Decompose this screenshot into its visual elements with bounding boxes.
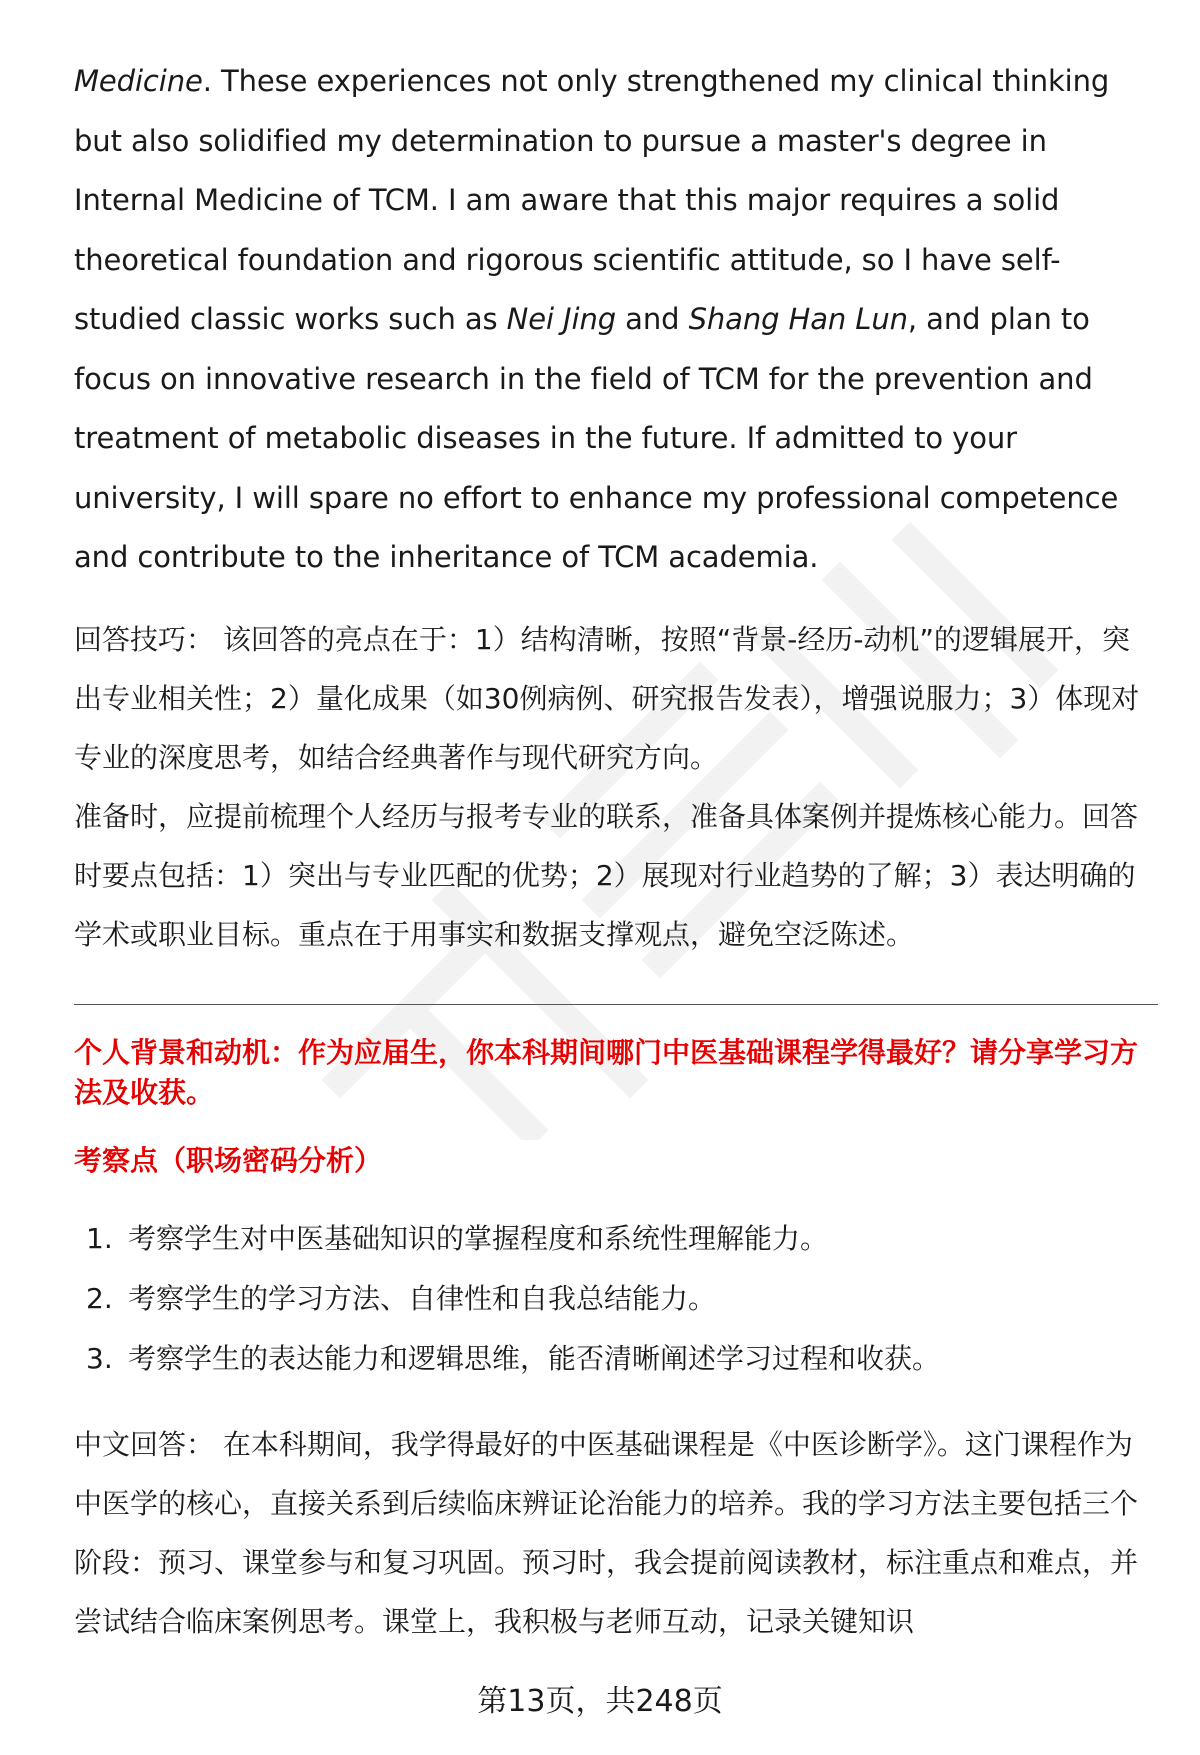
list-text: 考察学生的表达能力和逻辑思维，能否清晰阐述学习过程和收获。 bbox=[128, 1341, 941, 1375]
italic-medicine: Medicine bbox=[74, 64, 203, 98]
english-text-2: and bbox=[616, 302, 689, 336]
list-number: 3. bbox=[86, 1341, 113, 1375]
answer-tips-paragraph: 回答技巧： 该回答的亮点在于：1）结构清晰，按照“背景-经历-动机”的逻辑展开，突出专业相关性；2）量化成果（如30例病例、研究报告发表），增强说服力；3）体现对专业的深度思考，如结合经典著作与现代研究方向。 bbox=[74, 622, 1140, 774]
question-title: 个人背景和动机：作为应届生，你本科期间哪门中医基础课程学得最好？请分享学习方法及收获。 bbox=[74, 1035, 1139, 1109]
list-item bbox=[74, 1329, 1154, 1389]
english-text-3: , and plan to focus on innovative research in the field of TCM for the prevention and treatment of metabolic diseases in the future. If admitted to your university, I will spare no effort to enhance my professional competence and contribute to the inheritance of TCM academia. bbox=[74, 302, 1119, 574]
page-content bbox=[74, 52, 1154, 1651]
assessment-points-heading: 考察点（职场密码分析） bbox=[74, 1143, 383, 1177]
page-number-footer: 第13页，共248页 bbox=[477, 1684, 723, 1719]
list-text: 考察学生的学习方法、自律性和自我总结能力。 bbox=[128, 1281, 717, 1315]
list-number: 1. bbox=[86, 1221, 113, 1255]
english-answer-continuation bbox=[74, 52, 1154, 588]
assessment-points-list bbox=[74, 1209, 1154, 1389]
preparation-paragraph: 准备时，应提前梳理个人经历与报考专业的联系，准备具体案例并提炼核心能力。回答时要点包括：1）突出与专业匹配的优势；2）展现对行业趋势的了解；3）表达明确的学术或职业目标。重点在于用事实和数据支撑观点，避免空泛陈述。 bbox=[74, 799, 1139, 951]
list-item bbox=[74, 1209, 1154, 1269]
chinese-answer: 中文回答： 在本科期间，我学得最好的中医基础课程是《中医诊断学》。这门课程作为中医学的核心，直接关系到后续临床辨证论治能力的培养。我的学习方法主要包括三个阶段：预习、课堂参与和复习巩固。预习时，我会提前阅读教材，标注重点和难点，并尝试结合临床案例思考。课堂上，我积极与老师互动，记录关键知识 bbox=[74, 1427, 1139, 1638]
english-text-1: . These experiences not only strengthened my clinical thinking but also solidified my determination to pursue a master's degree in Internal Medicine of TCM. I am aware that this major requires a solid theoretical foundation and rigorous scientific attitude, so I have self-studied classic works such as bbox=[74, 64, 1110, 336]
list-text: 考察学生对中医基础知识的掌握程度和系统性理解能力。 bbox=[128, 1221, 829, 1255]
list-number: 2. bbox=[86, 1281, 113, 1315]
italic-shang-han-lun: Shang Han Lun bbox=[688, 302, 908, 336]
italic-nei-jing: Nei Jing bbox=[506, 302, 617, 336]
section-divider bbox=[74, 1004, 1158, 1005]
answer-tips bbox=[74, 610, 1154, 964]
list-item bbox=[74, 1269, 1154, 1329]
